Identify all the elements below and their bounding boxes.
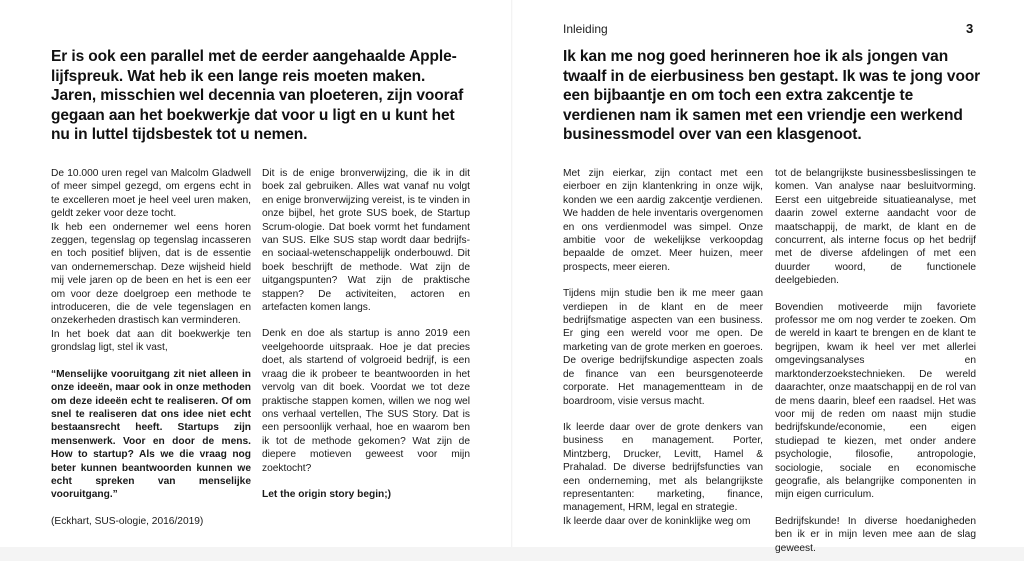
paragraph: Ik leerde daar over de grote denkers van business en management. Porter, Mintzberg, Drucker, Levitt, Hamel & Prahalad. De diverse bedrijfsfuncties van een onderneming, met als belangrijkste representanten: marketing, finance, management, HRM, legal en strategie. <box>563 421 763 514</box>
page-number: 3 <box>966 21 974 36</box>
running-header: Inleiding <box>563 22 608 36</box>
paragraph: Met zijn eierkar, zijn contact met een eierboer en zijn klantenkring in onze wijk, konden we een aardig zakcentje verdienen. We hadden de hele inventaris overgenomen en ons verdienmodel was simpel. Onze ambitie voor de wekelijkse verkoopdag bepaalde de omzet. Meer huizen, meer prospects, meer eieren. <box>563 168 763 273</box>
paragraph: De 10.000 uren regel van Malcolm Gladwell of meer simpel gezegd, om ergens echt in te excelleren moet je heel veel uren maken, geldt zeker voor deze tocht. <box>51 168 251 220</box>
left-column-2 <box>262 167 470 501</box>
paragraph: Dit is de enige bronverwijzing, die ik in dit boek zal gebruiken. Alles wat vanaf nu volgt en enige bronverwijzing vereist, is te vinden in onze bijbel, het grote SUS boek, de Startup Scrum-ologie. Dat boek vormt het fundament van SUS. Elke SUS stap wordt daar bedrijfs- en sociaal-wetenschappelijk onderbouwd. Dit boek beschrijft de methode. Wat zijn de uitgangspunten? Wat zijn de praktische stappen? De activiteiten, actoren en artefacten komen langs. <box>262 168 470 314</box>
paragraph: Bovendien motiveerde mijn favoriete professor me om nog verder te zoeken. Om de wereld in kaart te brengen en de klant te begrijpen, kwam ik heel ver met allerlei omgevingsanalyses en marktonderzoekstechnieken. De wereld daarachter, onze maatschappij en de rol van de mens daarin, bleef een raadsel. Het was voor mij de reden om naast mijn studie bedrijfskunde/economie, een eigen studiepad te kiezen, met onder andere psychologie, filosofie, antropologie, sociologie, sociale en economische geografie, als belangrijke componenten in mijn eigen curriculum. <box>775 301 976 501</box>
left-intro-heading: Er is ook een parallel met de eerder aangehaalde Apple-lijfspreuk. Wat heb ik een lange reis moeten maken. Jaren, misschien wel decennia van ploeteren, zijn vooraf gegaan aan het boekwerkje dat voor u ligt en u kunt het nu in luttel tijdsbestek tot u nemen. <box>51 48 464 143</box>
right-column-2 <box>775 167 976 555</box>
quote: “Menselijke vooruitgang zit niet alleen in onze ideeën, maar ook in onze methoden om deze ideeën echt te realiseren. Of om snel te realiseren dat ons idee niet echt bestaansrecht heeft. Startups zijn mensenwerk. Voor en door de mens. How to startup? Als we die vraag nog beter kunnen beantwoorden kunnen we echt spreken van menselijke vooruitgang.” <box>51 368 251 501</box>
closing-line: Let the origin story begin;) <box>262 488 392 500</box>
citation: (Eckhart, SUS-ologie, 2016/2019) <box>51 515 204 527</box>
paragraph: Bedrijfskunde! In diverse hoedanigheden ben ik er in mijn leven mee aan de slag geweest. <box>775 515 976 554</box>
paragraph: Denk en doe als startup is anno 2019 een veelgehoorde uitspraak. Hoe je dat precies doet, als startend of volgroeid bedrijf, is een vraag die ik probeer te beantwoorden in het vervolg van dit boek. Voordat we tot deze praktische stappen komen, willen we nog wel ons verhaal vertellen, The SUS Story. Dat is een persoonlijk verhaal, hoe en waarom ben ik tot de methode gekomen? Wat zijn de diepere motieven geweest voor mijn zoektocht? <box>262 328 470 474</box>
paragraph: Tijdens mijn studie ben ik me meer gaan verdiepen in de klant en de meer bedrijfsmatige aspecten van een business. Er ging een wereld voor me open. De marketing van de grote merken en goeroes. De overige bedrijfskundige aspecten zoals de finance van een beursgenoteerde corporate. Het managementteam in de boardroom, visie versus macht. <box>563 288 763 407</box>
right-column-1 <box>563 167 763 528</box>
paragraph: Ik heb een ondernemer wel eens horen zeggen, tegenslag op tegenslag incasseren en toch positief blijven, dat is de essentie van ondernemerschap. Deze wijsheid hield mij vele jaren op de been en het is een eer om voor deze doelgroep een methode te introduceren, die de vele tegenslagen en onzekerheden drastisch kan verminderen. <box>51 221 251 327</box>
paragraph: In het boek dat aan dit boekwerkje ten grondslag ligt, stel ik vast, <box>51 328 251 354</box>
left-column-1 <box>51 167 251 528</box>
paragraph: Ik leerde daar over de koninklijke weg om <box>563 515 751 527</box>
right-intro-heading: Ik kan me nog goed herinneren hoe ik als jongen van twaalf in de eierbusiness ben gestapt. Ik was te jong voor een bijbaantje en om toch een extra zakcentje te verdienen nam ik samen met een vriendje een werkend businessmodel over van een klasgenoot. <box>563 48 981 143</box>
book-gutter <box>511 0 513 561</box>
paragraph: tot de belangrijkste businessbeslissingen te komen. Van analyse naar besluitvorming. Eerst een uitgebreide situatieanalyse, met daarin zowel externe aandacht voor de maatschappij, de markt, de klant en de concurrent, als interne focus op het bedrijf met de diverse afdelingen of met een duurder woord, de functionele deelgebieden. <box>775 168 976 287</box>
